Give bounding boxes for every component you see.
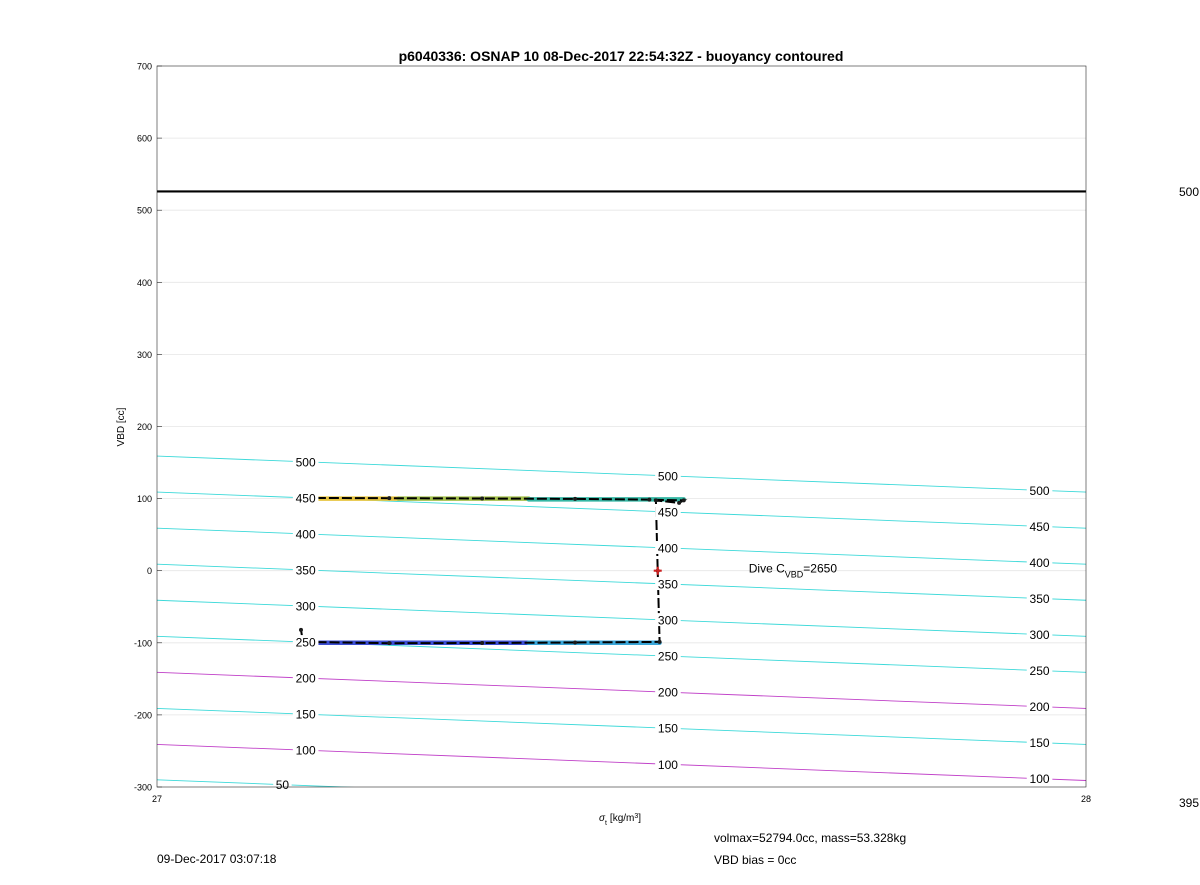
annotation-subscript: VBD	[784, 569, 804, 580]
dive-point	[647, 498, 651, 502]
contour-label: 300	[657, 613, 678, 628]
x-axis-subscript: t	[604, 819, 607, 827]
contour-label: 450	[295, 491, 316, 506]
y-axis-label: VBD [cc]	[116, 407, 127, 447]
y-tick-label: -300	[133, 782, 152, 793]
contour-label: 200	[1029, 700, 1050, 715]
contour-label: 500	[1029, 483, 1050, 498]
contour-label: 250	[295, 635, 316, 650]
contour-label: 400	[295, 527, 316, 542]
footer-timestamp: 09-Dec-2017 03:07:18	[157, 852, 277, 866]
x-axis-symbol: σ	[598, 813, 605, 824]
contour-label: 400	[1029, 555, 1050, 570]
dive-point	[480, 496, 484, 500]
y-tick-label: 100	[136, 494, 152, 505]
contour-label: 350	[295, 563, 316, 578]
y-tick-label: -100	[133, 638, 152, 649]
chart-title: p6040336: OSNAP 10 08-Dec-2017 22:54:32Z - buoyancy contoured	[398, 48, 844, 64]
contour-label: 100	[657, 757, 678, 772]
contour-label: 350	[1029, 591, 1050, 606]
y-tick-label: 400	[136, 277, 152, 288]
dive-point	[573, 641, 577, 645]
contour-label: 300	[295, 599, 316, 614]
footer-vbd-bias: VBD bias = 0cc	[714, 853, 797, 867]
contour-label: 500	[657, 469, 678, 484]
footer-volmax: volmax=52794.0cc, mass=53.328kg	[714, 831, 907, 845]
dive-point	[654, 498, 658, 502]
right-label-top: 500	[1178, 185, 1199, 199]
x-axis-close: ]	[638, 813, 642, 824]
contour-label: 500	[295, 455, 316, 470]
contour-label: 150	[295, 707, 316, 722]
dive-point	[299, 628, 303, 632]
dive-point	[480, 641, 484, 645]
contour-label: 150	[1029, 736, 1050, 751]
dive-point	[682, 498, 686, 502]
y-tick-label: 200	[136, 422, 152, 432]
contour-label: 300	[1029, 628, 1050, 643]
contour-label: 100	[295, 743, 316, 758]
contour-label: 450	[1029, 519, 1050, 534]
contour-label: 200	[657, 685, 678, 700]
annotation-suffix: =2650	[803, 561, 838, 576]
contour-label: 100	[1029, 772, 1050, 787]
right-label-bottom: 395	[1178, 796, 1199, 810]
y-tick-label: 300	[136, 349, 152, 360]
dive-point	[573, 497, 577, 501]
contour-label: 250	[1029, 664, 1050, 679]
x-tick-label: 28	[1080, 794, 1092, 804]
y-tick-label: 0	[146, 566, 152, 577]
dive-point	[677, 501, 681, 505]
x-axis-unit: [kg/m	[609, 813, 635, 824]
contour-label: 50	[275, 778, 290, 793]
annotation-prefix: Dive C	[748, 561, 785, 576]
y-tick-label: 700	[136, 61, 152, 72]
contour-label: 450	[657, 505, 678, 520]
dive-point	[387, 641, 391, 645]
dive-point	[387, 496, 391, 500]
contour-label: 150	[657, 721, 678, 736]
x-tick-label: 27	[151, 794, 163, 804]
x-axis-superscript: 3	[634, 812, 639, 820]
y-tick-label: 500	[136, 205, 152, 216]
contour-label: 350	[657, 577, 678, 592]
contour-label: 250	[657, 649, 678, 664]
contour-label: 200	[295, 671, 316, 686]
contour-label: 400	[657, 541, 678, 556]
y-tick-label: -200	[133, 710, 152, 721]
y-tick-label: 600	[136, 133, 152, 144]
dive-point	[658, 640, 662, 644]
x-axis-label	[599, 813, 641, 827]
